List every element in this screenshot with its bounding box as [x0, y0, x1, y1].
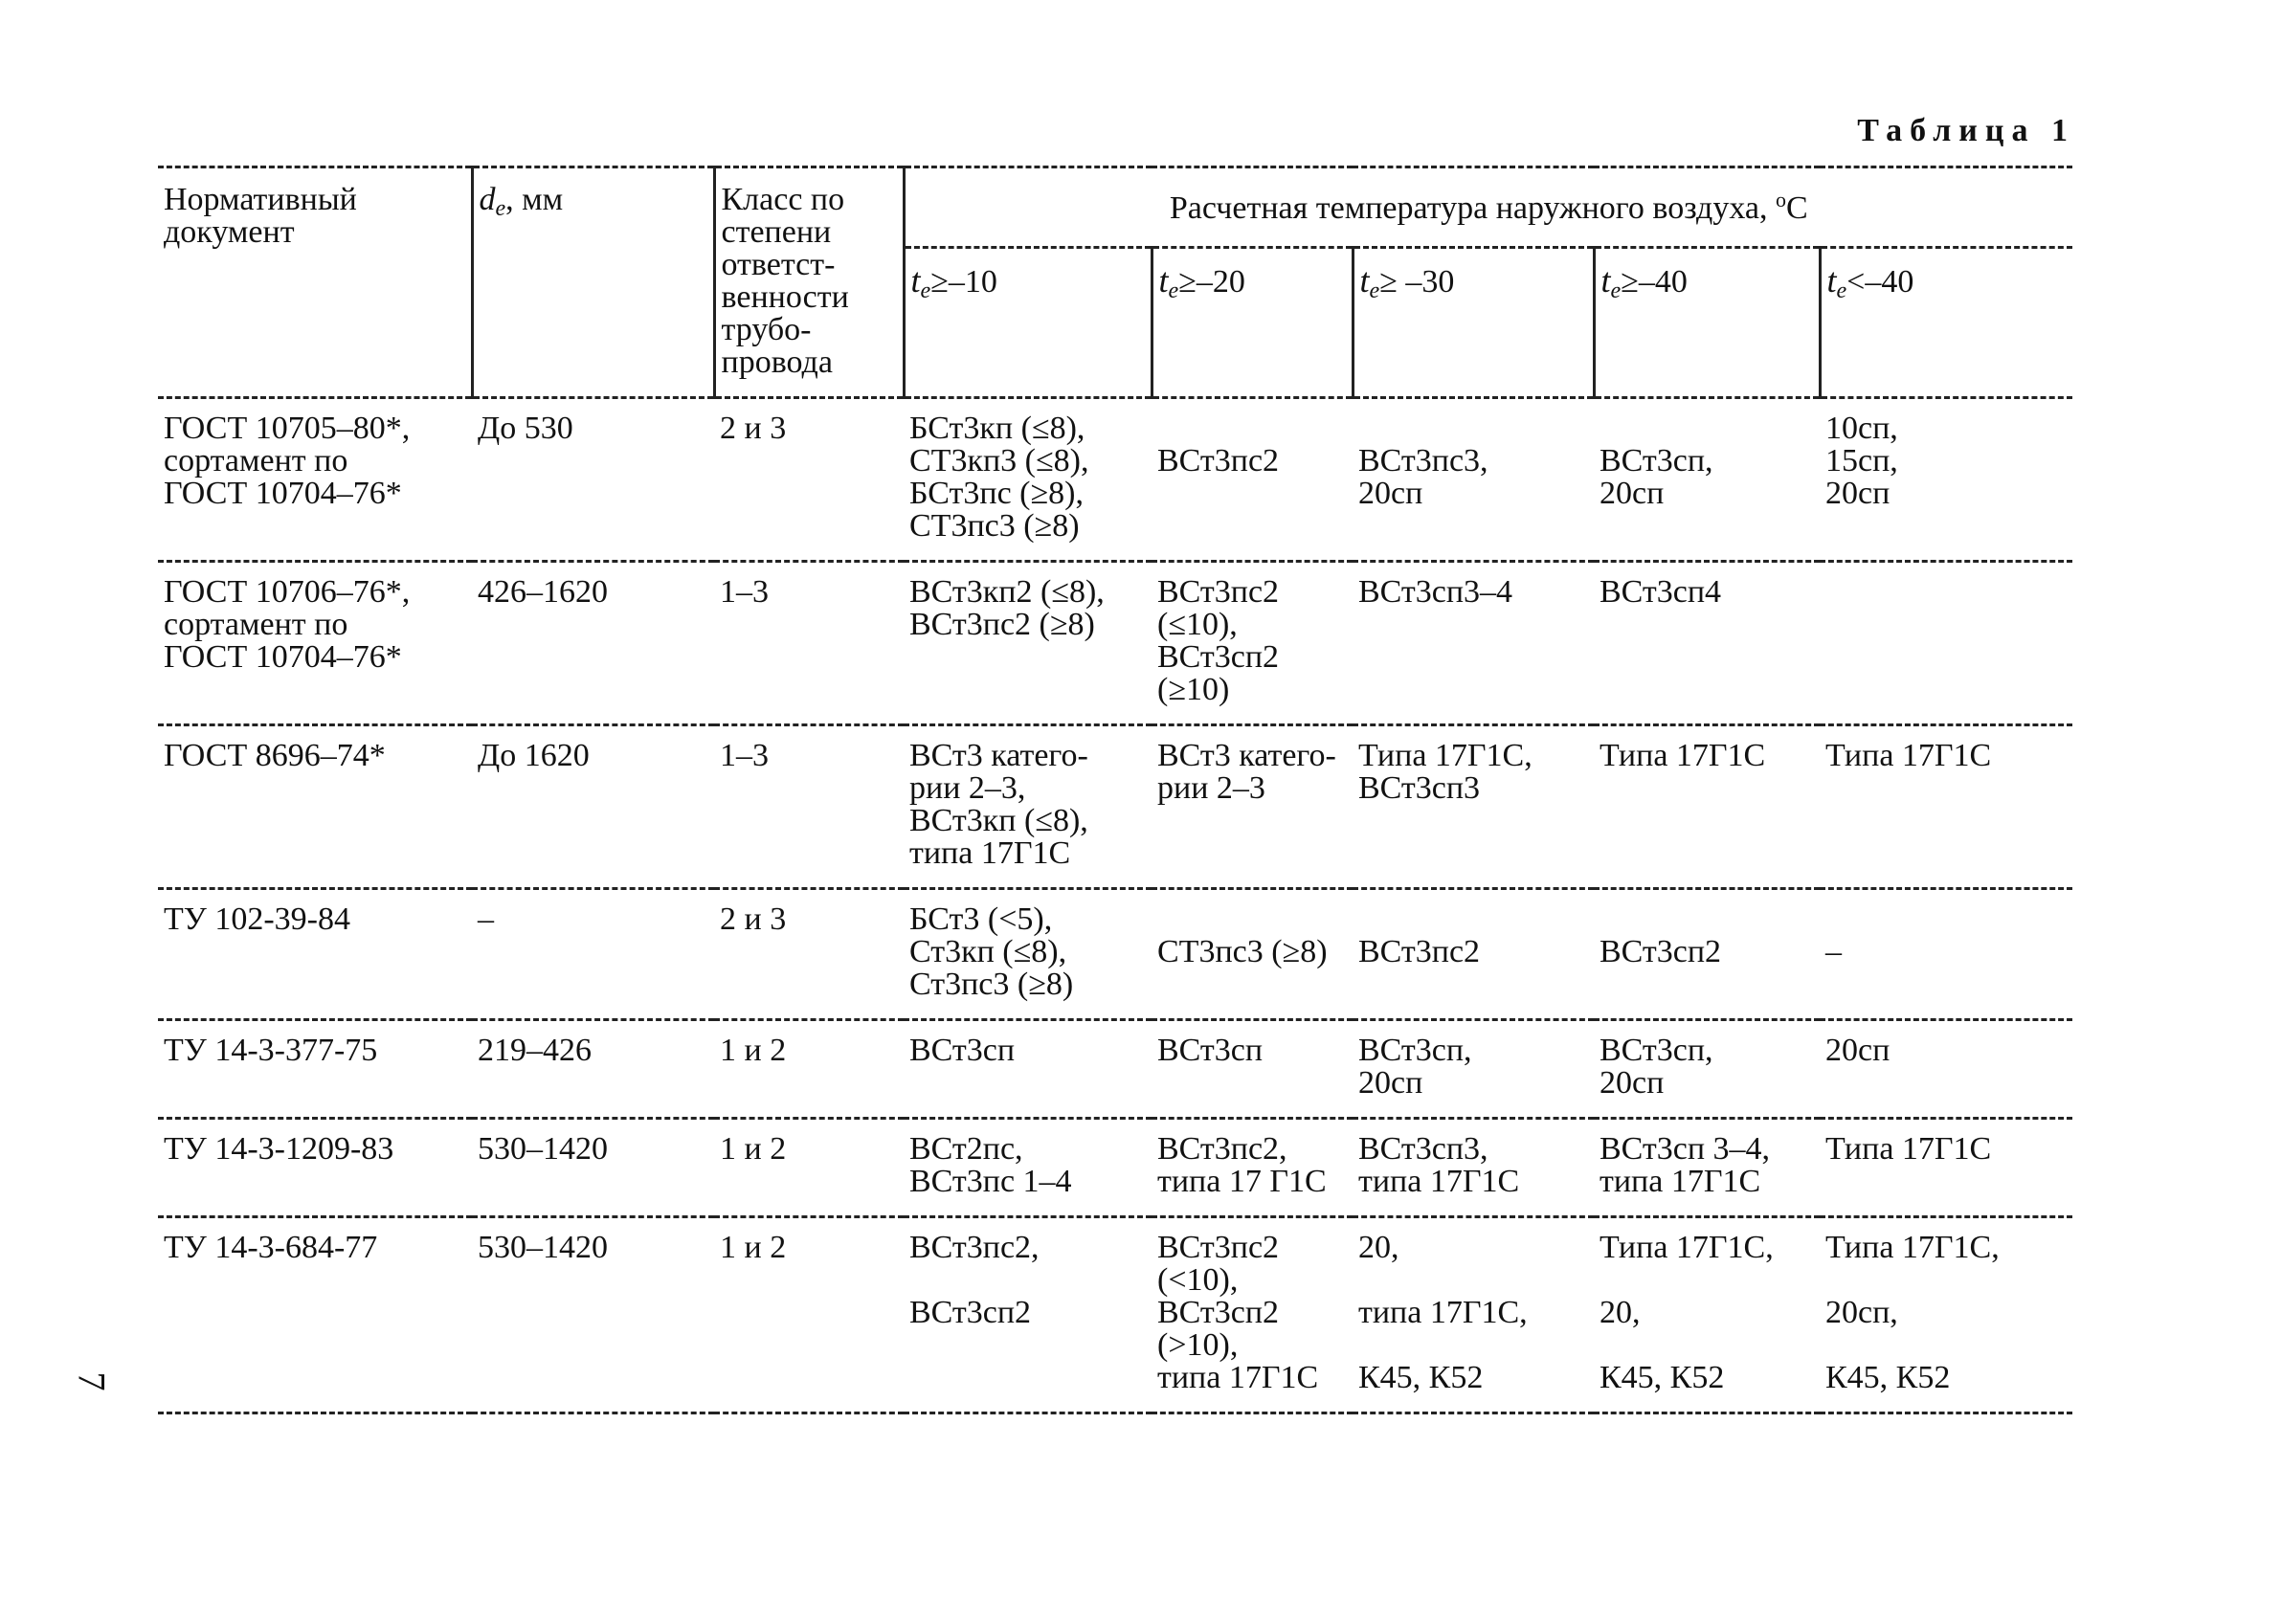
cell-class-text: 2 и 3: [720, 901, 787, 937]
table-row: [158, 725, 2072, 889]
cell-diameter-text: 530–1420: [478, 1131, 608, 1167]
cell-document: [158, 1119, 472, 1217]
cell-diameter-text: До 1620: [478, 738, 590, 773]
cell-temp-30: [1353, 889, 1594, 1020]
header-temp-ge-minus-40: [1594, 248, 1820, 398]
cell-temp-30: [1353, 398, 1594, 562]
header-diameter: [472, 167, 714, 398]
cell-temp-40-text: ВСт3сп2: [1600, 934, 1722, 969]
header-temp-lt-minus-40: [1820, 248, 2072, 398]
temp-threshold: ≥ –30: [1379, 264, 1455, 300]
cell-diameter: [472, 725, 714, 889]
cell-temp-20: [1152, 1119, 1353, 1217]
cell-temp-10: [904, 725, 1152, 889]
cell-temp-20-text: ВСт3 катего- рии 2–3: [1157, 738, 1336, 806]
cell-class-text: 1 и 2: [720, 1131, 787, 1167]
cell-temp-10: [904, 398, 1152, 562]
temp-threshold: <–40: [1846, 264, 1914, 300]
cell-diameter: [472, 398, 714, 562]
header-normative-document-label: Нормативный документ: [164, 182, 357, 250]
cell-temp-lt40: [1820, 398, 2072, 562]
cell-temp-lt40-text: 20сп: [1825, 1033, 1890, 1068]
temperature-unit: С: [1785, 190, 1808, 226]
cell-temp-10: [904, 562, 1152, 725]
cell-temp-40-text: ВСт3сп 3–4, типа 17Г1С: [1600, 1131, 1771, 1199]
temp-symbol: t: [910, 261, 921, 300]
cell-diameter-text: 219–426: [478, 1033, 592, 1068]
table-row: [158, 1217, 2072, 1413]
cell-diameter-text: 426–1620: [478, 574, 608, 610]
steel-grades-table: [158, 166, 2072, 1414]
cell-temp-30-text: ВСт3пс2: [1358, 934, 1481, 969]
cell-class: [714, 1020, 904, 1119]
cell-temp-lt40-text: Типа 17Г1С, 20сп, К45, К52: [1825, 1230, 2000, 1395]
temp-subscript: e: [1836, 278, 1847, 303]
cell-temp-40-text: Типа 17Г1С: [1600, 738, 1766, 773]
table-caption: Таблица 1: [1857, 113, 2075, 148]
cell-class-text: 2 и 3: [720, 411, 787, 446]
cell-temp-lt40: [1820, 562, 2072, 725]
cell-class: [714, 889, 904, 1020]
cell-document-text: ТУ 14-3-377-75: [164, 1033, 378, 1068]
diameter-subscript: e: [495, 196, 506, 221]
cell-document-text: ТУ 14-3-684-77: [164, 1230, 378, 1265]
header-normative-document: [158, 167, 472, 398]
cell-temp-10-text: ВСт2пс, ВСт3пс 1–4: [909, 1131, 1072, 1199]
cell-temp-lt40: [1820, 1119, 2072, 1217]
cell-temp-20: [1152, 562, 1353, 725]
cell-temp-20: [1152, 398, 1353, 562]
cell-temp-30: [1353, 1119, 1594, 1217]
table-row: [158, 1020, 2072, 1119]
temp-subscript: e: [1168, 278, 1179, 303]
cell-temp-20-text: ВСт3сп: [1157, 1033, 1264, 1068]
cell-temp-30: [1353, 1020, 1594, 1119]
table-row: [158, 889, 2072, 1020]
cell-diameter: [472, 1119, 714, 1217]
cell-class-text: 1 и 2: [720, 1033, 787, 1068]
cell-class: [714, 725, 904, 889]
cell-class-text: 1–3: [720, 738, 769, 773]
cell-temp-20-text: ВСт3пс2: [1157, 443, 1280, 478]
cell-temp-40: [1594, 1217, 1820, 1413]
header-temp-ge-minus-30: [1353, 248, 1594, 398]
table-row: [158, 562, 2072, 725]
cell-temp-30: [1353, 1217, 1594, 1413]
temp-threshold: ≥–20: [1178, 264, 1245, 300]
cell-temp-10: [904, 1020, 1152, 1119]
cell-diameter: [472, 562, 714, 725]
cell-temp-30: [1353, 562, 1594, 725]
cell-temp-lt40-text: 10сп, 15сп, 20сп: [1825, 411, 1898, 511]
cell-document: [158, 562, 472, 725]
cell-temp-30-text: ВСт3сп3–4: [1358, 574, 1513, 610]
cell-document: [158, 889, 472, 1020]
cell-temp-20: [1152, 1217, 1353, 1413]
cell-class-text: 1–3: [720, 574, 769, 610]
header-temperature-group: [904, 167, 2072, 248]
cell-temp-40: [1594, 725, 1820, 889]
cell-diameter-text: –: [478, 901, 494, 937]
diameter-unit: , мм: [505, 182, 564, 217]
cell-temp-30: [1353, 725, 1594, 889]
cell-temp-10-text: БСт3 (<5), Ст3кп (≤8), Ст3пс3 (≥8): [909, 901, 1074, 1002]
cell-class: [714, 1119, 904, 1217]
table-row: [158, 1119, 2072, 1217]
cell-temp-20-text: ВСт3пс2 (<10), ВСт3сп2 (>10), типа 17Г1С: [1157, 1230, 1319, 1395]
temp-symbol: t: [1826, 261, 1837, 300]
temp-subscript: e: [1369, 278, 1380, 303]
cell-temp-20-text: ВСт3пс2, типа 17 Г1С: [1157, 1131, 1327, 1199]
temp-subscript: e: [1610, 278, 1622, 303]
cell-diameter: [472, 1020, 714, 1119]
page-number: 7: [70, 1371, 114, 1391]
cell-temp-20-text: СТ3пс3 (≥8): [1157, 934, 1328, 969]
temp-symbol: t: [1158, 261, 1169, 300]
cell-class: [714, 562, 904, 725]
table-header-row: [158, 167, 2072, 248]
cell-temp-20: [1152, 725, 1353, 889]
cell-temp-lt40: [1820, 1217, 2072, 1413]
cell-temp-10: [904, 889, 1152, 1020]
cell-temp-40: [1594, 562, 1820, 725]
cell-document-text: ГОСТ 10706–76*, сортамент по ГОСТ 10704–76*: [164, 574, 411, 675]
cell-temp-40: [1594, 398, 1820, 562]
cell-document-text: ТУ 102-39-84: [164, 901, 350, 937]
cell-temp-40: [1594, 1020, 1820, 1119]
header-temperature-group-label: Расчетная температура наружного воздуха,: [1169, 190, 1776, 226]
header-responsibility-class: [714, 167, 904, 398]
temp-subscript: e: [920, 278, 931, 303]
cell-temp-30-text: Типа 17Г1С, ВСт3сп3: [1358, 738, 1533, 806]
cell-temp-20: [1152, 1020, 1353, 1119]
cell-temp-10-text: ВСт3сп: [909, 1033, 1016, 1068]
cell-temp-40-text: ВСт3сп4: [1600, 574, 1722, 610]
temp-symbol: t: [1600, 261, 1611, 300]
cell-document-text: ГОСТ 10705–80*, сортамент по ГОСТ 10704–76*: [164, 411, 411, 511]
cell-document-text: ТУ 14-3-1209-83: [164, 1131, 394, 1167]
cell-document-text: ГОСТ 8696–74*: [164, 738, 386, 773]
cell-temp-10-text: ВСт3пс2, ВСт3сп2: [909, 1230, 1040, 1330]
temp-threshold: ≥–40: [1621, 264, 1688, 300]
cell-document: [158, 725, 472, 889]
cell-temp-30-text: ВСт3пс3, 20сп: [1358, 443, 1488, 511]
cell-temp-40-text: Типа 17Г1С, 20, К45, К52: [1600, 1230, 1774, 1395]
cell-temp-40: [1594, 889, 1820, 1020]
cell-temp-10-text: БСт3кп (≤8), СТ3кп3 (≤8), БСт3пс (≥8), СТ3пс3 (≥8): [909, 411, 1089, 544]
cell-diameter-text: До 530: [478, 411, 573, 446]
cell-temp-20: [1152, 889, 1353, 1020]
cell-document: [158, 398, 472, 562]
header-temp-ge-minus-10: [904, 248, 1152, 398]
cell-temp-lt40-text: Типа 17Г1С: [1825, 1131, 1992, 1167]
cell-temp-40: [1594, 1119, 1820, 1217]
cell-class: [714, 398, 904, 562]
cell-temp-10: [904, 1217, 1152, 1413]
header-responsibility-class-label: Класс по степени ответст- венности трубо- провода: [721, 182, 849, 380]
cell-temp-30-text: ВСт3сп, 20сп: [1358, 1033, 1472, 1101]
degree-sign: о: [1775, 188, 1786, 211]
cell-class: [714, 1217, 904, 1413]
table-row: [158, 398, 2072, 562]
temp-threshold: ≥–10: [930, 264, 997, 300]
cell-diameter: [472, 1217, 714, 1413]
cell-diameter: [472, 889, 714, 1020]
cell-class-text: 1 и 2: [720, 1230, 787, 1265]
cell-document: [158, 1217, 472, 1413]
cell-temp-30-text: ВСт3сп3, типа 17Г1С: [1358, 1131, 1520, 1199]
cell-diameter-text: 530–1420: [478, 1230, 608, 1265]
cell-temp-lt40-text: Типа 17Г1С: [1825, 738, 1992, 773]
diameter-symbol: d: [479, 182, 496, 217]
cell-document: [158, 1020, 472, 1119]
cell-temp-10-text: ВСт3кп2 (≤8), ВСт3пс2 (≥8): [909, 574, 1105, 642]
temp-symbol: t: [1359, 261, 1370, 300]
cell-temp-40-text: ВСт3сп, 20сп: [1600, 443, 1713, 511]
cell-temp-lt40: [1820, 889, 2072, 1020]
cell-temp-40-text: ВСт3сп, 20сп: [1600, 1033, 1713, 1101]
header-temp-ge-minus-20: [1152, 248, 1353, 398]
cell-temp-lt40: [1820, 725, 2072, 889]
cell-temp-lt40-text: –: [1825, 934, 1842, 969]
cell-temp-10-text: ВСт3 катего- рии 2–3, ВСт3кп (≤8), типа 17Г1С: [909, 738, 1088, 871]
cell-temp-30-text: 20, типа 17Г1С, К45, К52: [1358, 1230, 1528, 1395]
cell-temp-lt40: [1820, 1020, 2072, 1119]
cell-temp-20-text: ВСт3пс2 (≤10), ВСт3сп2 (≥10): [1157, 574, 1280, 707]
cell-temp-10: [904, 1119, 1152, 1217]
